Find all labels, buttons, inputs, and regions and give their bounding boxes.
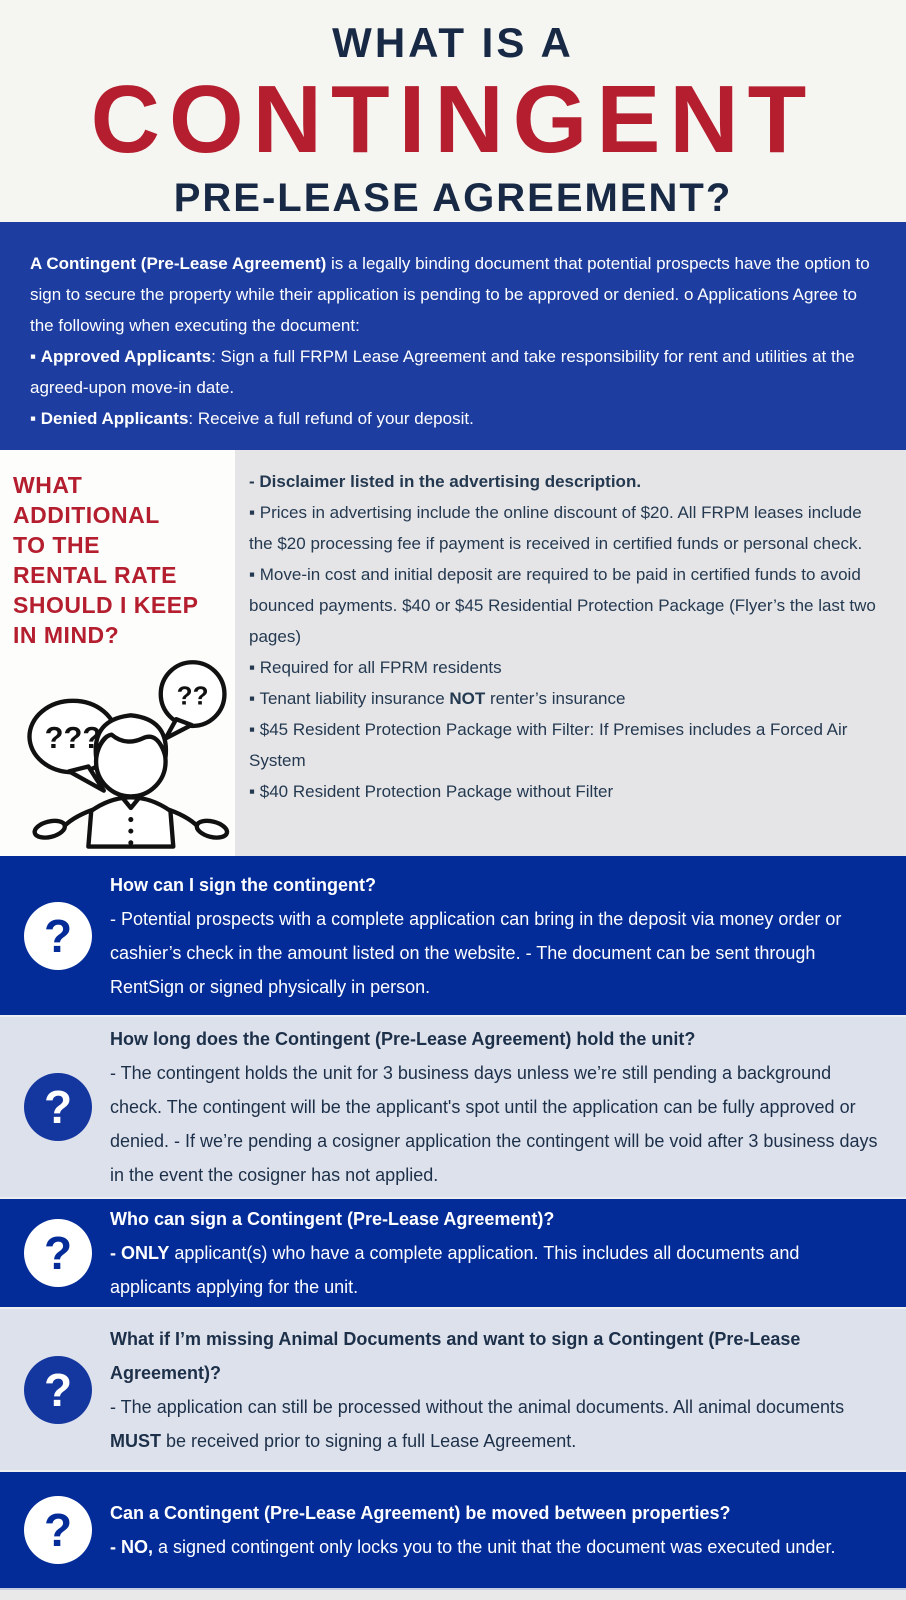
faq-question: Who can sign a Contingent (Pre-Lease Agreement)? bbox=[110, 1209, 555, 1229]
faq-answer: - The application can still be processed without the animal documents. All animal documents MUST be received prior to signing a full Lease Agreement. bbox=[110, 1396, 845, 1451]
faq-answer: - Potential prospects with a complete application can bring in the deposit via money order or cashier’s check in the amount listed on the website. - The document can be sent through RentSign or signed physically in person. bbox=[110, 908, 842, 997]
faq-text bbox=[110, 1022, 878, 1192]
faq-text bbox=[110, 868, 878, 1004]
rental-rate-section bbox=[0, 450, 906, 856]
intro-bullet-approved: ▪ Approved Applicants: Sign a full FRPM Lease Agreement and take responsibility for rent and utilities at the agreed-upon move-in date. bbox=[30, 347, 855, 397]
heading-line: SHOULD I KEEP bbox=[13, 592, 199, 618]
footer-strip bbox=[0, 1590, 906, 1600]
faq-text bbox=[110, 1322, 878, 1458]
heading-line: IN MIND? bbox=[13, 622, 120, 648]
faq-question: How can I sign the contingent? bbox=[110, 874, 377, 895]
rental-rate-heading bbox=[13, 470, 235, 650]
faq-item-moved-between-properties bbox=[0, 1470, 906, 1590]
heading-line: WHAT bbox=[13, 472, 83, 498]
faq-question: Can a Contingent (Pre-Lease Agreement) be moved between properties? bbox=[110, 1503, 731, 1523]
question-mark-glyph: ? bbox=[43, 1227, 73, 1279]
bubble-right-question-marks: ?? bbox=[176, 680, 209, 711]
title-line-contingent: CONTINGENT bbox=[90, 66, 816, 173]
detail-item: ▪ $40 Resident Protection Package without Filter bbox=[249, 782, 614, 801]
question-mark-glyph: ? bbox=[43, 1504, 73, 1556]
heading-line: ADDITIONAL bbox=[13, 502, 160, 528]
faq-item-animal-documents bbox=[0, 1307, 906, 1470]
detail-item: ▪ Required for all FPRM residents bbox=[249, 658, 502, 677]
detail-item: ▪ Move-in cost and initial deposit are required to be paid in certified funds to avoid bounced payments. $40 or $45 Residential Protection Package (Flyer’s the last two pages) bbox=[249, 565, 876, 646]
question-mark-glyph: ? bbox=[43, 909, 73, 962]
shrugging-person-illustration bbox=[15, 652, 237, 852]
intro-paragraph: A Contingent (Pre-Lease Agreement) is a legally binding document that potential prospects have the option to sign to secure the property while their application is pending to be approved or denied. o Applications Agree to the following when executing the document: bbox=[30, 254, 870, 335]
question-mark-icon bbox=[24, 1496, 92, 1564]
bubble-left-question-marks: ??? bbox=[44, 720, 102, 756]
detail-item: ▪ $45 Resident Protection Package with Filter: If Premises includes a Forced Air System bbox=[249, 720, 848, 770]
title-line-what-is-a: WHAT IS A bbox=[332, 19, 574, 66]
faq-text bbox=[110, 1202, 878, 1304]
faq-item-hold-unit bbox=[0, 1015, 906, 1197]
heading-line: TO THE bbox=[13, 532, 100, 558]
heading-line: RENTAL RATE bbox=[13, 562, 177, 588]
header bbox=[0, 0, 906, 222]
faq-answer: - NO, a signed contingent only locks you to the unit that the document was executed under. bbox=[110, 1537, 836, 1557]
question-mark-icon bbox=[24, 1219, 92, 1287]
faq-question: How long does the Contingent (Pre-Lease Agreement) hold the unit? bbox=[110, 1029, 696, 1049]
detail-item: - Disclaimer listed in the advertising description. bbox=[249, 472, 642, 491]
detail-item: ▪ Prices in advertising include the online discount of $20. All FRPM leases include the $20 processing fee if payment is received in certified funds or personal check. bbox=[249, 503, 863, 553]
intro-section bbox=[0, 222, 906, 450]
faq-answer: - The contingent holds the unit for 3 business days unless we’re still pending a background check. The contingent will be the applicant's spot until the application can be fully approved or denied. - If we’re pending a cosigner application the contingent will be void after 3 business days in the event the cosigner has not applied. bbox=[110, 1063, 878, 1185]
question-mark-icon bbox=[24, 902, 92, 970]
question-mark-icon bbox=[24, 1073, 92, 1141]
detail-item: ▪ Tenant liability insurance NOT renter’s insurance bbox=[249, 689, 626, 708]
rental-rate-details bbox=[235, 450, 906, 856]
question-mark-glyph: ? bbox=[43, 1081, 73, 1133]
faq-item-sign bbox=[0, 856, 906, 1015]
faq-answer: - ONLY applicant(s) who have a complete application. This includes all documents and applicants applying for the unit. bbox=[110, 1243, 800, 1297]
rental-rate-left-panel bbox=[0, 450, 235, 856]
question-mark-icon bbox=[24, 1356, 92, 1424]
question-mark-glyph: ? bbox=[43, 1363, 73, 1416]
faq-item-who-can-sign bbox=[0, 1197, 906, 1307]
faq-text bbox=[110, 1496, 878, 1564]
faq-question: What if I’m missing Animal Documents and want to sign a Contingent (Pre-Lease Agreement)? bbox=[110, 1328, 801, 1383]
title-line-pre-lease: PRE-LEASE AGREEMENT? bbox=[173, 176, 733, 220]
intro-bullet-denied: ▪ Denied Applicants: Receive a full refund of your deposit. bbox=[30, 409, 474, 428]
